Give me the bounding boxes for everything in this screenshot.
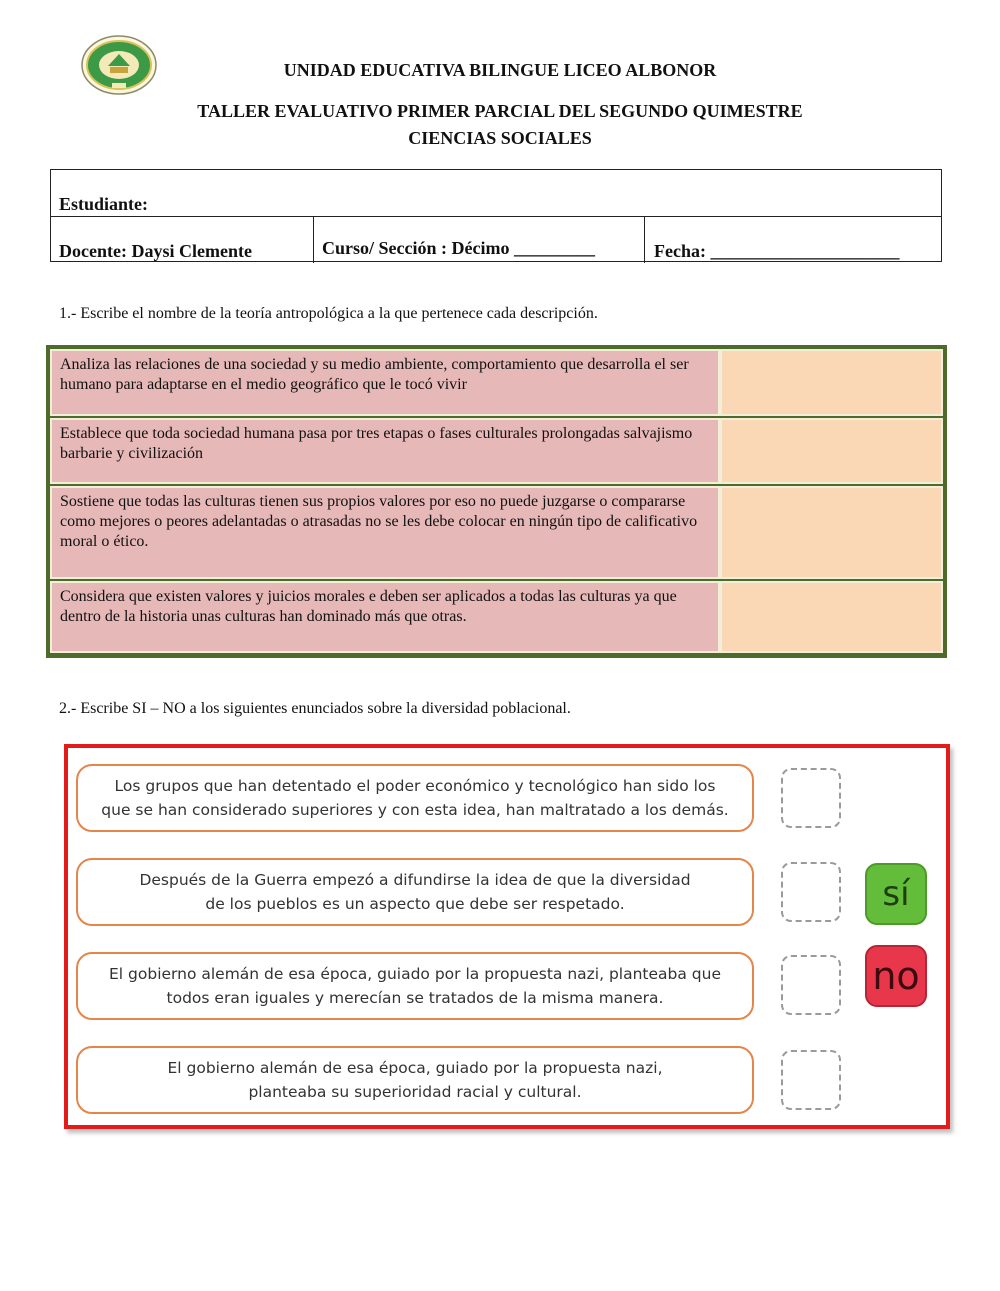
student-field[interactable]: Estudiante:: [59, 194, 149, 214]
statement-line: que se han considerado superiores y con esta idea, han maltratado a los demás.: [101, 801, 729, 819]
statement-card: [76, 952, 754, 1020]
theory-description: Establece que toda sociedad humana pasa por tres etapas o fases culturales prolongadas salvajismo barbarie y civilización: [50, 418, 720, 484]
student-info-table: [50, 169, 942, 262]
statement-line: Después de la Guerra empezó a difundirse la idea de que la diversidad: [139, 871, 691, 889]
statement-card: [76, 1046, 754, 1114]
statement-line: El gobierno alemán de esa época, guiado por la propuesta nazi,: [167, 1059, 663, 1077]
date-field[interactable]: Fecha: _____________________: [654, 241, 900, 261]
yes-no-activity: [64, 744, 950, 1129]
yes-option-button[interactable]: sí: [865, 863, 927, 925]
theory-answer-field[interactable]: [720, 581, 943, 653]
theory-description: Considera que existen valores y juicios morales e deben ser aplicados a todas las culturas ya que dentro de la historia unas culturas han dominado más que otras.: [50, 581, 720, 653]
workshop-title: TALLER EVALUATIVO PRIMER PARCIAL DEL SEGUNDO QUIMESTRE: [197, 101, 803, 121]
statement-line: Los grupos que han detentado el poder económico y tecnológico han sido los: [114, 777, 716, 795]
answer-drop-zone[interactable]: [781, 955, 841, 1015]
question-2-prompt: 2.- Escribe SI – NO a los siguientes enunciados sobre la diversidad poblacional.: [59, 700, 571, 717]
theory-table: [46, 345, 947, 658]
answer-drop-zone[interactable]: [781, 1050, 841, 1110]
answer-drop-zone[interactable]: [781, 862, 841, 922]
course-field[interactable]: Curso/ Sección : Décimo _________: [322, 238, 595, 258]
subject-title: CIENCIAS SOCIALES: [408, 128, 592, 148]
statement-card: [76, 858, 754, 926]
statement-card: [76, 764, 754, 832]
no-option-button[interactable]: no: [865, 945, 927, 1007]
statement-line: El gobierno alemán de esa época, guiado por la propuesta nazi, planteaba que: [109, 965, 721, 983]
school-name: UNIDAD EDUCATIVA BILINGUE LICEO ALBONOR: [283, 60, 717, 80]
teacher-label: Docente: Daysi Clemente: [59, 241, 252, 261]
theory-answer-field[interactable]: [720, 418, 943, 484]
theory-description: Analiza las relaciones de una sociedad y su medio ambiente, comportamiento que desarrolla el ser humano para adaptarse en el medio geográfico que le tocó vivir: [50, 349, 720, 416]
statement-line: de los pueblos es un aspecto que debe ser respetado.: [205, 895, 625, 913]
theory-description: Sostiene que todas las culturas tienen sus propios valores por eso no puede juzgarse o compararse como mejores o peores adelantadas o atrasadas no se les debe colocar en ningún tipo de calificativo moral o ético.: [50, 486, 720, 579]
statement-line: planteaba su superioridad racial y cultural.: [248, 1083, 582, 1101]
answer-drop-zone[interactable]: [781, 768, 841, 828]
question-1-prompt: 1.- Escribe el nombre de la teoría antropológica a la que pertenece cada descripción.: [59, 305, 598, 322]
theory-answer-field[interactable]: [720, 486, 943, 579]
statement-line: todos eran iguales y merecían se tratados de la misma manera.: [166, 989, 664, 1007]
theory-answer-field[interactable]: [720, 349, 943, 416]
